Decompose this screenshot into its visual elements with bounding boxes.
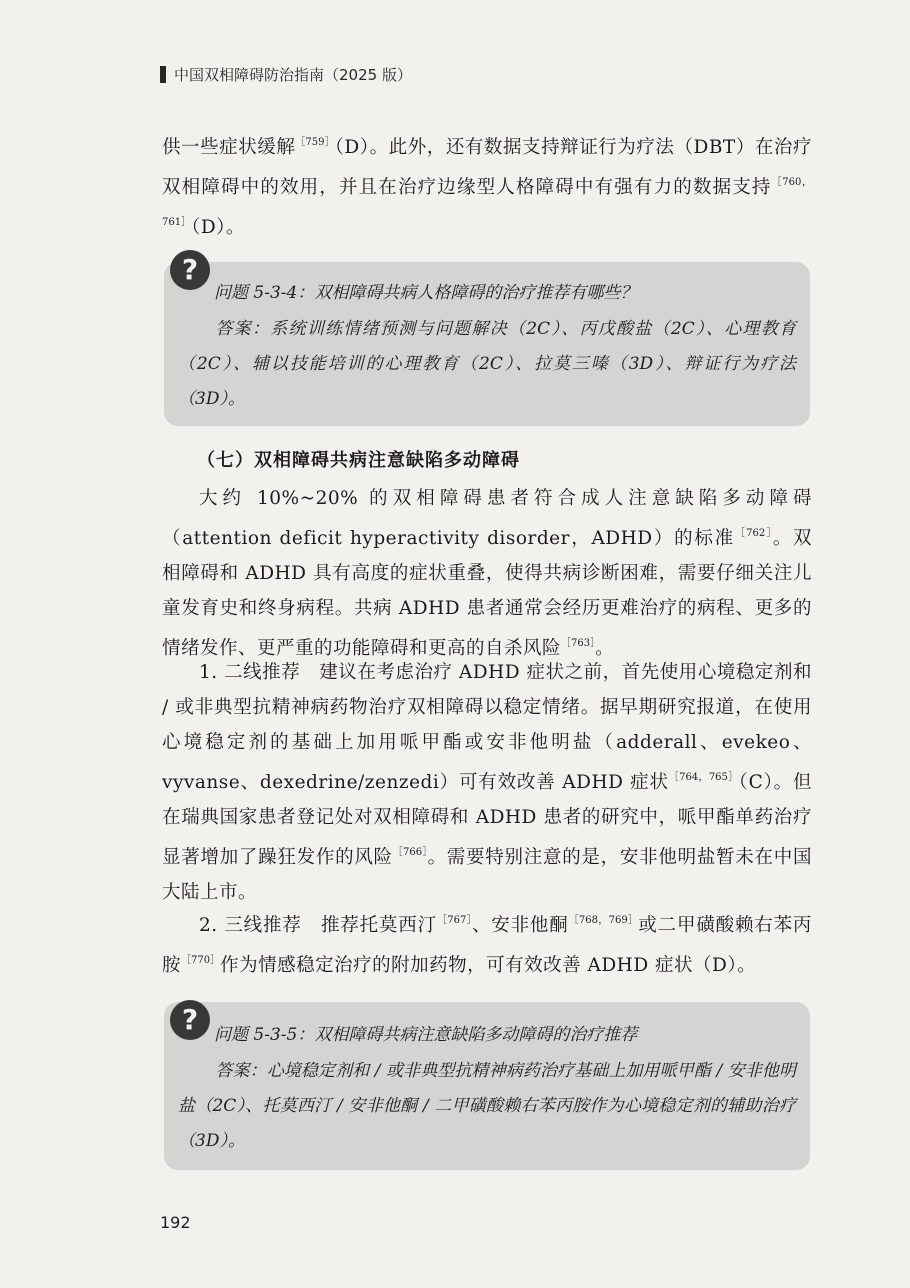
question-mark-icon: ? <box>170 250 210 290</box>
section-heading: （七）双相障碍共病注意缺陷多动障碍 <box>197 450 520 471</box>
third-line-label: 2. 三线推荐 <box>199 915 302 936</box>
question-mark-icon: ? <box>170 1000 210 1040</box>
second-line-paragraph <box>162 655 812 910</box>
qa-answer: 答案：系统训练情绪预测与问题解决（2C）、丙戊酸盐（2C）、心理教育（2C）、辅以技能培训的心理教育（2C）、拉莫三嗪（3D）、辩证行为疗法（3D）。 <box>178 319 796 409</box>
running-head <box>160 64 412 85</box>
citation-764-765: ［764，765］ <box>668 772 739 783</box>
para3-text-4: 作为情感稳定治疗的附加药物，可有效改善 ADHD 症状（D）。 <box>220 955 757 976</box>
para2-text-3: 。需要特别注意的是，安非他明盐暂未在中国大陆上市。 <box>162 847 812 903</box>
citation-763: ［763］ <box>561 638 596 649</box>
qa-question: 问题 5-3-5：双相障碍共病注意缺陷多动障碍的治疗推荐 <box>214 1025 638 1045</box>
qa-box-5-3-4 <box>164 253 810 426</box>
citation-768-769: ［768，769］ <box>568 915 639 926</box>
citation-759: ［759］ <box>295 137 335 148</box>
para3-text-1: 推荐托莫西汀 <box>320 915 437 936</box>
citation-760-761: ［760，761］ <box>162 177 812 228</box>
third-line-paragraph <box>162 903 812 983</box>
running-head-text: 中国双相障碍防治指南（2025 版） <box>174 66 412 84</box>
intro-text-2: （D）。此外，还有数据支持辩证行为疗法（DBT）在治疗双相障碍中的效用，并且在治疗边缘型人格障碍中有强有力的数据支持 <box>162 137 812 198</box>
second-line-label: 1. 二线推荐 <box>199 662 301 683</box>
para3-text-2: 、安非他酮 <box>471 915 569 936</box>
para1-text-3: 。 <box>595 638 615 659</box>
intro-text-1: 供一些症状缓解 <box>162 137 296 158</box>
para2-text-2: （C）。但在瑞典国家患者登记处对双相障碍和 ADHD 患者的研究中，哌甲酯单药治疗显著增加了躁狂发作的风险 <box>162 772 812 868</box>
running-head-bar <box>160 66 166 83</box>
citation-762: ［762］ <box>734 528 773 539</box>
qa-answer: 答案：心境稳定剂和 / 或非典型抗精神病药治疗基础上加用哌甲酯 / 安非他明盐（2C）、托莫西汀 / 安非他酮 / 二甲磺酸赖右苯丙胺作为心境稳定剂的辅助治疗（3D）。 <box>178 1061 796 1151</box>
intro-text-3: （D）。 <box>191 217 245 238</box>
adhd-paragraph <box>162 481 812 666</box>
citation-766: ［766］ <box>392 847 428 858</box>
qa-question: 问题 5-3-4：双相障碍共病人格障碍的治疗推荐有哪些？ <box>214 283 638 303</box>
para1-text-1: 大约 10%~20% 的双相障碍患者符合成人注意缺陷多动障碍（attention deficit hyperactivity disorder，ADHD）的标准 <box>162 488 812 549</box>
page-number: 192 <box>160 1213 191 1232</box>
qa-box-5-3-5 <box>164 1002 810 1170</box>
para3-text-3: 或二甲磺酸赖右苯丙胺 <box>162 915 812 976</box>
citation-767: ［767］ <box>436 915 472 926</box>
para1-text-2: 。双相障碍和 ADHD 具有高度的症状重叠，使得共病诊断困难，需要仔细关注儿童发育史和终身病程。共病 ADHD 患者通常会经历更难治疗的病程、更多的情绪发作、更严重的功能障碍和更高的自杀风险 <box>162 528 812 659</box>
intro-paragraph <box>162 125 812 245</box>
citation-770: ［770］ <box>181 955 221 966</box>
para2-text-1: 建议在考虑治疗 ADHD 症状之前，首先使用心境稳定剂和 / 或非典型抗精神病药物治疗双相障碍以稳定情绪。据早期研究报道，在使用心境稳定剂的基础上加用哌甲酯或安非他明盐（adderall、evekeo、vyvanse、dexedrine/zenzedi）可有效改善 ADHD 症状 <box>162 662 812 793</box>
